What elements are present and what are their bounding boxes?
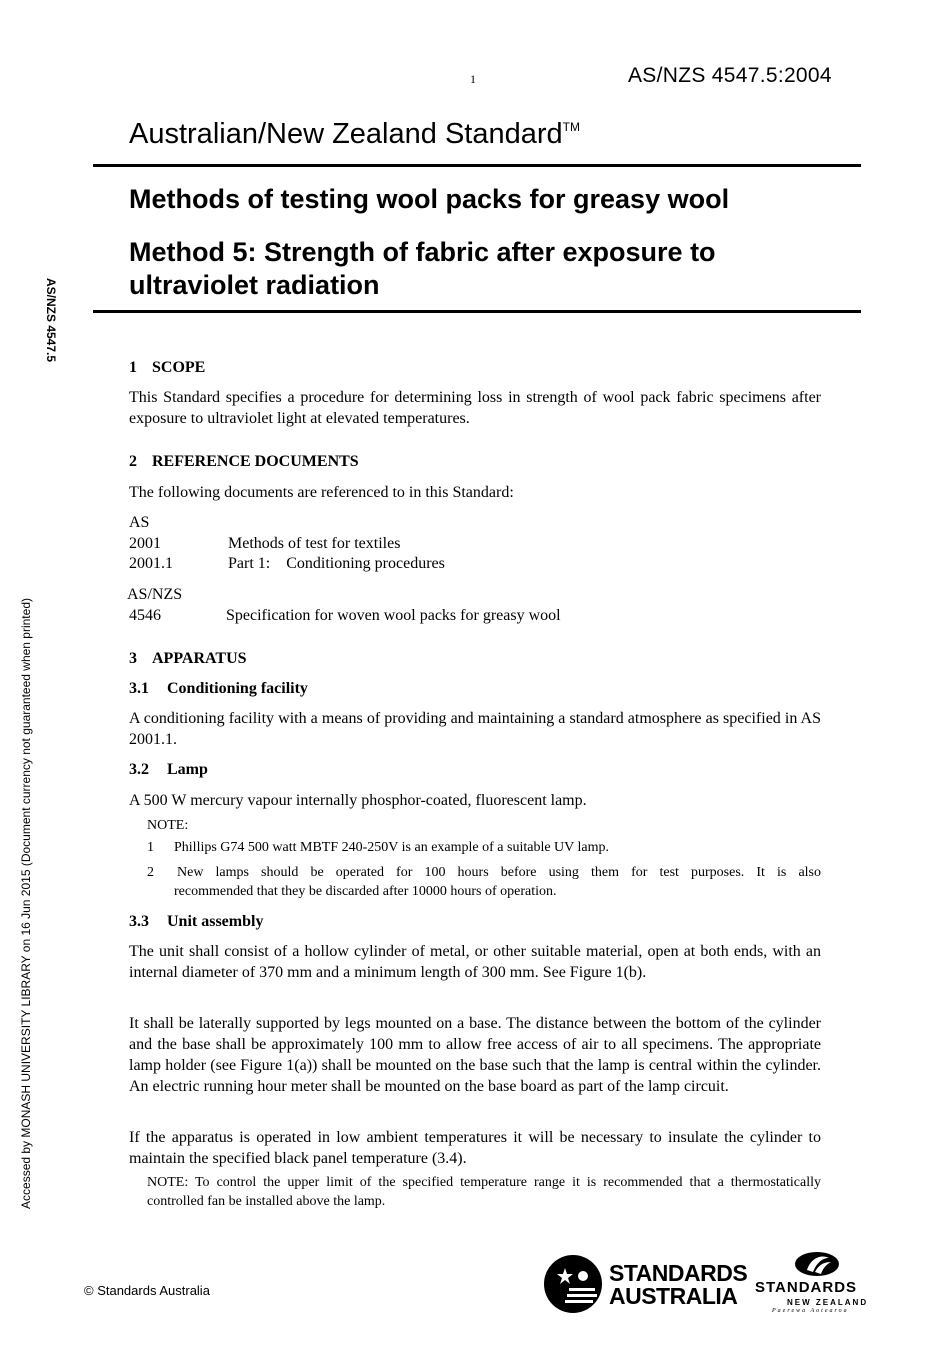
- reference-code: 4546: [129, 607, 161, 624]
- reference-row: [129, 533, 821, 554]
- subsection-number: 3.1: [129, 680, 149, 697]
- subsection-title: Conditioning facility: [167, 680, 308, 697]
- standards-new-zealand-wordmark: STANDARDS: [755, 1279, 858, 1296]
- note-text: Phillips G74 500 watt MBTF 240-250V is an example of a suitable UV lamp.: [174, 840, 610, 855]
- reference-title: Specification for woven wool packs for greasy wool: [226, 607, 561, 624]
- series-title-text: Australian/New Zealand Standard: [129, 118, 563, 150]
- note-text: New lamps should be operated for 100 hours before using them for test purposes. It is also: [177, 865, 821, 880]
- reference-title: Methods of test for textiles: [228, 535, 401, 552]
- reference-code: 2001.1: [129, 555, 173, 572]
- references-intro: The following documents are referenced to in this Standard:: [129, 484, 514, 501]
- note-item: [147, 863, 821, 901]
- series-title: [129, 118, 580, 151]
- note-number: 1: [147, 840, 154, 855]
- subsection-3-1-heading: [129, 678, 821, 699]
- note-line-2: recommended that they be discarded after 10000 hours of operation.: [174, 884, 557, 899]
- standards-australia-wordmark: [609, 1262, 747, 1308]
- subsection-title: Lamp: [167, 761, 208, 778]
- subsection-number: 3.3: [129, 913, 149, 930]
- unit-assembly-paragraph-1: The unit shall consist of a hollow cylinder of metal, or other suitable material, open at both ends, with an internal diameter of 370 mm and a minimum length of 300 mm. See Figure 1(b).: [129, 943, 821, 981]
- method-title: [129, 236, 829, 302]
- sa-wordmark-line-2: AUSTRALIA: [609, 1283, 738, 1309]
- unit-assembly-note: NOTE: To control the upper limit of the specified temperature range it is recommended that a thermostatically controlled fan be installed above the lamp.: [147, 1175, 821, 1209]
- section-title: REFERENCE DOCUMENTS: [152, 453, 359, 470]
- section-number: 2: [129, 453, 137, 470]
- method-title-line-2: ultraviolet radiation: [129, 270, 380, 300]
- section-number: 3: [129, 650, 137, 667]
- reference-group-label-as: AS: [129, 514, 150, 531]
- lamp-paragraph: A 500 W mercury vapour internally phosphor-coated, fluorescent lamp.: [129, 792, 587, 809]
- section-3-heading: [129, 648, 821, 669]
- subsection-3-2-heading: [129, 759, 821, 780]
- reference-row: [129, 553, 821, 574]
- note-item: [147, 838, 821, 857]
- subsection-title: Unit assembly: [167, 913, 264, 930]
- sa-wordmark-line-1: STANDARDS: [609, 1260, 748, 1286]
- standards-australia-logo-icon: [543, 1254, 603, 1314]
- method-title-line-1: Method 5: Strength of fabric after exposure to: [129, 237, 716, 267]
- main-title: Methods of testing wool packs for greasy wool: [129, 184, 730, 214]
- copyright-notice: © Standards Australia: [84, 1283, 210, 1298]
- paerewa-aotearoa-label: Paerewa Aotearoa: [772, 1308, 849, 1314]
- subsection-3-3-heading: [129, 911, 821, 932]
- section-title: SCOPE: [152, 359, 206, 376]
- subsection-number: 3.2: [129, 761, 149, 778]
- reference-group-label-asnzs: AS/NZS: [127, 586, 183, 603]
- note-number: 2: [147, 865, 154, 880]
- reference-code: 2001: [129, 535, 161, 552]
- title-rule-bottom: [93, 310, 861, 313]
- unit-assembly-paragraph-2: It shall be laterally supported by legs mounted on a base. The distance between the bottom of the cylinder and the base shall be approximately 100 mm to allow free access of air to all specimens. The appropriate lamp holder (see Figure 1(a)) shall be mounted on the base such that the lamp is central within the cylinder. An electric running hour meter shall be mounted on the base board as part of the lamp circuit.: [129, 1015, 821, 1095]
- access-notice: Accessed by MONASH UNIVERSITY LIBRARY on 16 Jun 2015 (Document currency not guaranteed when printed): [19, 598, 33, 1209]
- section-title: APPARATUS: [152, 650, 247, 667]
- note-label: NOTE:: [147, 818, 189, 833]
- note-line-1: [147, 863, 821, 882]
- title-rule-top: [93, 164, 861, 167]
- page-number: 1: [470, 72, 476, 86]
- section-1-heading: [129, 357, 821, 378]
- side-document-code: AS/NZS 4547.5: [44, 278, 58, 363]
- scope-paragraph: This Standard specifies a procedure for determining loss in strength of wool pack fabric specimens after exposure to ultraviolet light at elevated temperatures.: [129, 389, 821, 427]
- section-number: 1: [129, 359, 137, 376]
- reference-title: Part 1: Conditioning procedures: [228, 555, 445, 572]
- trademark-mark: TM: [562, 120, 580, 134]
- new-zealand-label: NEW ZEALAND: [787, 1298, 869, 1307]
- section-2-heading: [129, 451, 821, 472]
- unit-assembly-paragraph-3: If the apparatus is operated in low ambient temperatures it will be necessary to insulate the cylinder to maintain the specified black panel temperature (3.4).: [129, 1129, 821, 1167]
- standards-new-zealand-logo-icon: [793, 1250, 841, 1278]
- conditioning-paragraph: A conditioning facility with a means of providing and maintaining a standard atmosphere as specified in AS 2001.1.: [129, 710, 821, 748]
- reference-row: [129, 605, 821, 626]
- document-code: AS/NZS 4547.5:2004: [628, 64, 832, 87]
